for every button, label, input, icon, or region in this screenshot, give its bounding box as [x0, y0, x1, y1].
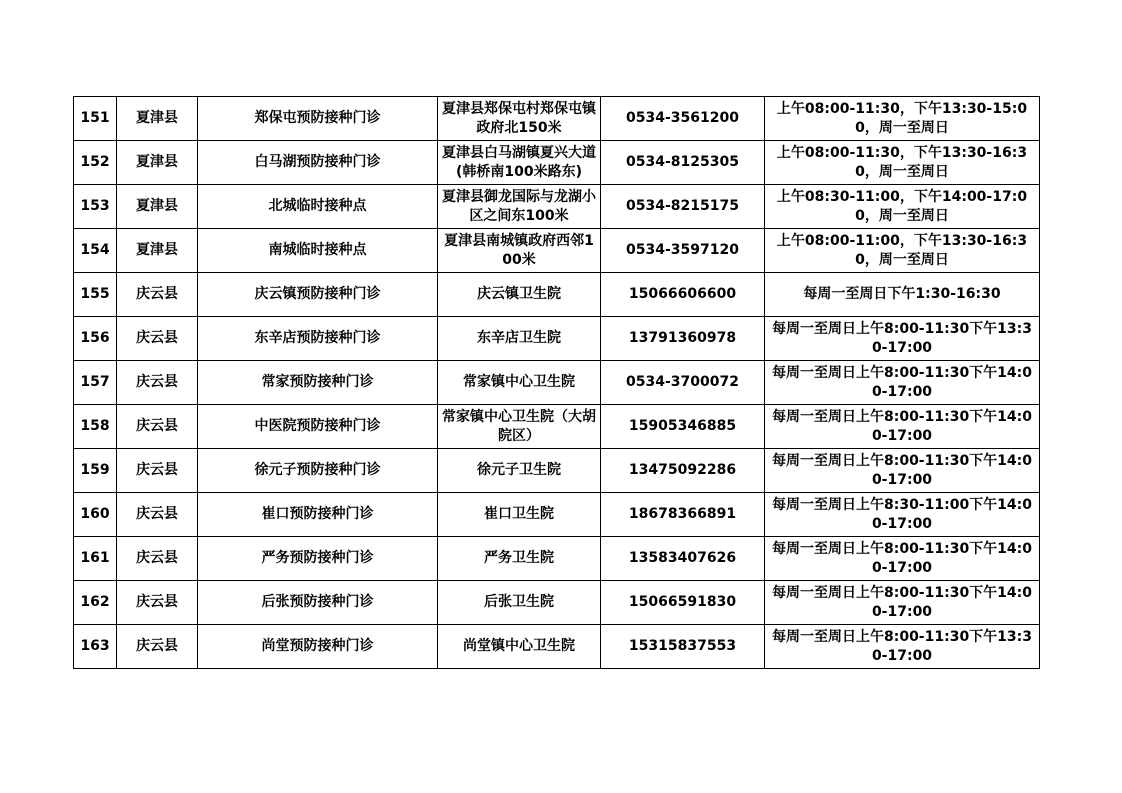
- county-cell: 庆云县: [117, 361, 198, 405]
- row-number: 159: [74, 449, 117, 493]
- hours-text: 每周一至周日上午8:00-11:30下午13:30-17:00: [771, 320, 1033, 356]
- phone-cell: 15905346885: [601, 405, 765, 449]
- hours-cell: [765, 493, 1040, 537]
- hours-text: 每周一至周日上午8:00-11:30下午13:30-17:00: [771, 628, 1033, 664]
- phone-cell: 0534-3561200: [601, 97, 765, 141]
- address-cell: [438, 625, 601, 669]
- phone-cell: 0534-8125305: [601, 141, 765, 185]
- clinic-name-cell: 北城临时接种点: [198, 185, 438, 229]
- clinic-name-cell: 徐元子预防接种门诊: [198, 449, 438, 493]
- phone-cell: 15066606600: [601, 273, 765, 317]
- address-cell: [438, 229, 601, 273]
- address-cell: [438, 493, 601, 537]
- phone-cell: 0534-3597120: [601, 229, 765, 273]
- hours-cell: [765, 317, 1040, 361]
- table-row: [74, 273, 1040, 317]
- hours-cell: [765, 537, 1040, 581]
- clinic-name-cell: 后张预防接种门诊: [198, 581, 438, 625]
- address-text: 常家镇中心卫生院（大胡院区）: [442, 408, 596, 444]
- county-cell: 庆云县: [117, 537, 198, 581]
- row-number: 152: [74, 141, 117, 185]
- table-row: [74, 361, 1040, 405]
- table-row: [74, 317, 1040, 361]
- clinic-name-cell: 崔口预防接种门诊: [198, 493, 438, 537]
- table-body: [74, 97, 1040, 669]
- county-cell: 庆云县: [117, 449, 198, 493]
- clinic-name-cell: 常家预防接种门诊: [198, 361, 438, 405]
- clinic-name-cell: 中医院预防接种门诊: [198, 405, 438, 449]
- row-number: 158: [74, 405, 117, 449]
- hours-text: 上午08:00-11:30，下午13:30-15:00，周一至周日: [776, 100, 1028, 136]
- table-row: [74, 405, 1040, 449]
- clinic-name-cell: 南城临时接种点: [198, 229, 438, 273]
- hours-cell: [765, 229, 1040, 273]
- address-text: 夏津县白马湖镇夏兴大道(韩桥南100米路东): [442, 144, 596, 180]
- row-number: 153: [74, 185, 117, 229]
- clinic-name-cell: 东辛店预防接种门诊: [198, 317, 438, 361]
- phone-cell: 13583407626: [601, 537, 765, 581]
- hours-cell: [765, 361, 1040, 405]
- address-text: 崔口卫生院: [484, 506, 554, 522]
- address-cell: [438, 97, 601, 141]
- table-row: [74, 581, 1040, 625]
- address-text: 严务卫生院: [484, 550, 554, 566]
- hours-text: 每周一至周日上午8:00-11:30下午14:00-17:00: [771, 408, 1033, 444]
- address-text: 常家镇中心卫生院: [463, 374, 575, 390]
- address-text: 夏津县南城镇政府西邻100米: [444, 232, 594, 268]
- hours-cell: [765, 141, 1040, 185]
- table-row: [74, 97, 1040, 141]
- hours-text: 每周一至周日上午8:00-11:30下午14:00-17:00: [771, 540, 1033, 576]
- row-number: 157: [74, 361, 117, 405]
- table-row: [74, 625, 1040, 669]
- hours-text: 上午08:00-11:00，下午13:30-16:30，周一至周日: [776, 232, 1028, 268]
- table-row: [74, 229, 1040, 273]
- row-number: 155: [74, 273, 117, 317]
- address-text: 庆云镇卫生院: [477, 286, 561, 302]
- county-cell: 夏津县: [117, 229, 198, 273]
- address-text: 东辛店卫生院: [477, 330, 561, 346]
- county-cell: 夏津县: [117, 185, 198, 229]
- county-cell: 庆云县: [117, 581, 198, 625]
- address-cell: [438, 405, 601, 449]
- table-row: [74, 141, 1040, 185]
- row-number: 156: [74, 317, 117, 361]
- address-cell: [438, 185, 601, 229]
- address-cell: [438, 581, 601, 625]
- clinic-name-cell: 白马湖预防接种门诊: [198, 141, 438, 185]
- clinic-name-cell: 尚堂预防接种门诊: [198, 625, 438, 669]
- county-cell: 庆云县: [117, 493, 198, 537]
- address-cell: [438, 537, 601, 581]
- address-text: 后张卫生院: [484, 594, 554, 610]
- address-cell: [438, 361, 601, 405]
- phone-cell: 0534-8215175: [601, 185, 765, 229]
- address-cell: [438, 317, 601, 361]
- phone-cell: 13791360978: [601, 317, 765, 361]
- county-cell: 庆云县: [117, 317, 198, 361]
- table-row: [74, 185, 1040, 229]
- row-number: 161: [74, 537, 117, 581]
- hours-cell: [765, 449, 1040, 493]
- vaccination-clinic-table: [73, 96, 1040, 669]
- hours-text: 每周一至周日上午8:00-11:30下午14:00-17:00: [771, 364, 1033, 400]
- county-cell: 夏津县: [117, 141, 198, 185]
- hours-cell: [765, 273, 1040, 317]
- row-number: 163: [74, 625, 117, 669]
- hours-cell: [765, 185, 1040, 229]
- hours-text: 每周一至周日下午1:30-16:30: [803, 286, 1001, 302]
- phone-cell: 18678366891: [601, 493, 765, 537]
- hours-cell: [765, 625, 1040, 669]
- address-cell: [438, 141, 601, 185]
- hours-text: 每周一至周日上午8:30-11:00下午14:00-17:00: [771, 496, 1033, 532]
- address-text: 尚堂镇中心卫生院: [463, 638, 575, 654]
- address-cell: [438, 273, 601, 317]
- table-row: [74, 493, 1040, 537]
- address-cell: [438, 449, 601, 493]
- clinic-name-cell: 严务预防接种门诊: [198, 537, 438, 581]
- hours-cell: [765, 97, 1040, 141]
- hours-cell: [765, 581, 1040, 625]
- clinic-name-cell: 郑保屯预防接种门诊: [198, 97, 438, 141]
- clinic-name-cell: 庆云镇预防接种门诊: [198, 273, 438, 317]
- hours-text: 每周一至周日上午8:00-11:30下午14:00-17:00: [771, 452, 1033, 488]
- county-cell: 夏津县: [117, 97, 198, 141]
- table-row: [74, 449, 1040, 493]
- address-text: 徐元子卫生院: [477, 462, 561, 478]
- hours-text: 上午08:30-11:00，下午14:00-17:00，周一至周日: [776, 188, 1028, 224]
- phone-cell: 0534-3700072: [601, 361, 765, 405]
- row-number: 154: [74, 229, 117, 273]
- row-number: 162: [74, 581, 117, 625]
- phone-cell: 15315837553: [601, 625, 765, 669]
- row-number: 151: [74, 97, 117, 141]
- address-text: 夏津县郑保屯村郑保屯镇政府北150米: [442, 100, 596, 136]
- county-cell: 庆云县: [117, 405, 198, 449]
- county-cell: 庆云县: [117, 625, 198, 669]
- hours-cell: [765, 405, 1040, 449]
- hours-text: 每周一至周日上午8:00-11:30下午14:00-17:00: [771, 584, 1033, 620]
- phone-cell: 15066591830: [601, 581, 765, 625]
- table-row: [74, 537, 1040, 581]
- county-cell: 庆云县: [117, 273, 198, 317]
- row-number: 160: [74, 493, 117, 537]
- address-text: 夏津县御龙国际与龙湖小区之间东100米: [442, 188, 596, 224]
- phone-cell: 13475092286: [601, 449, 765, 493]
- hours-text: 上午08:00-11:30，下午13:30-16:30，周一至周日: [776, 144, 1028, 180]
